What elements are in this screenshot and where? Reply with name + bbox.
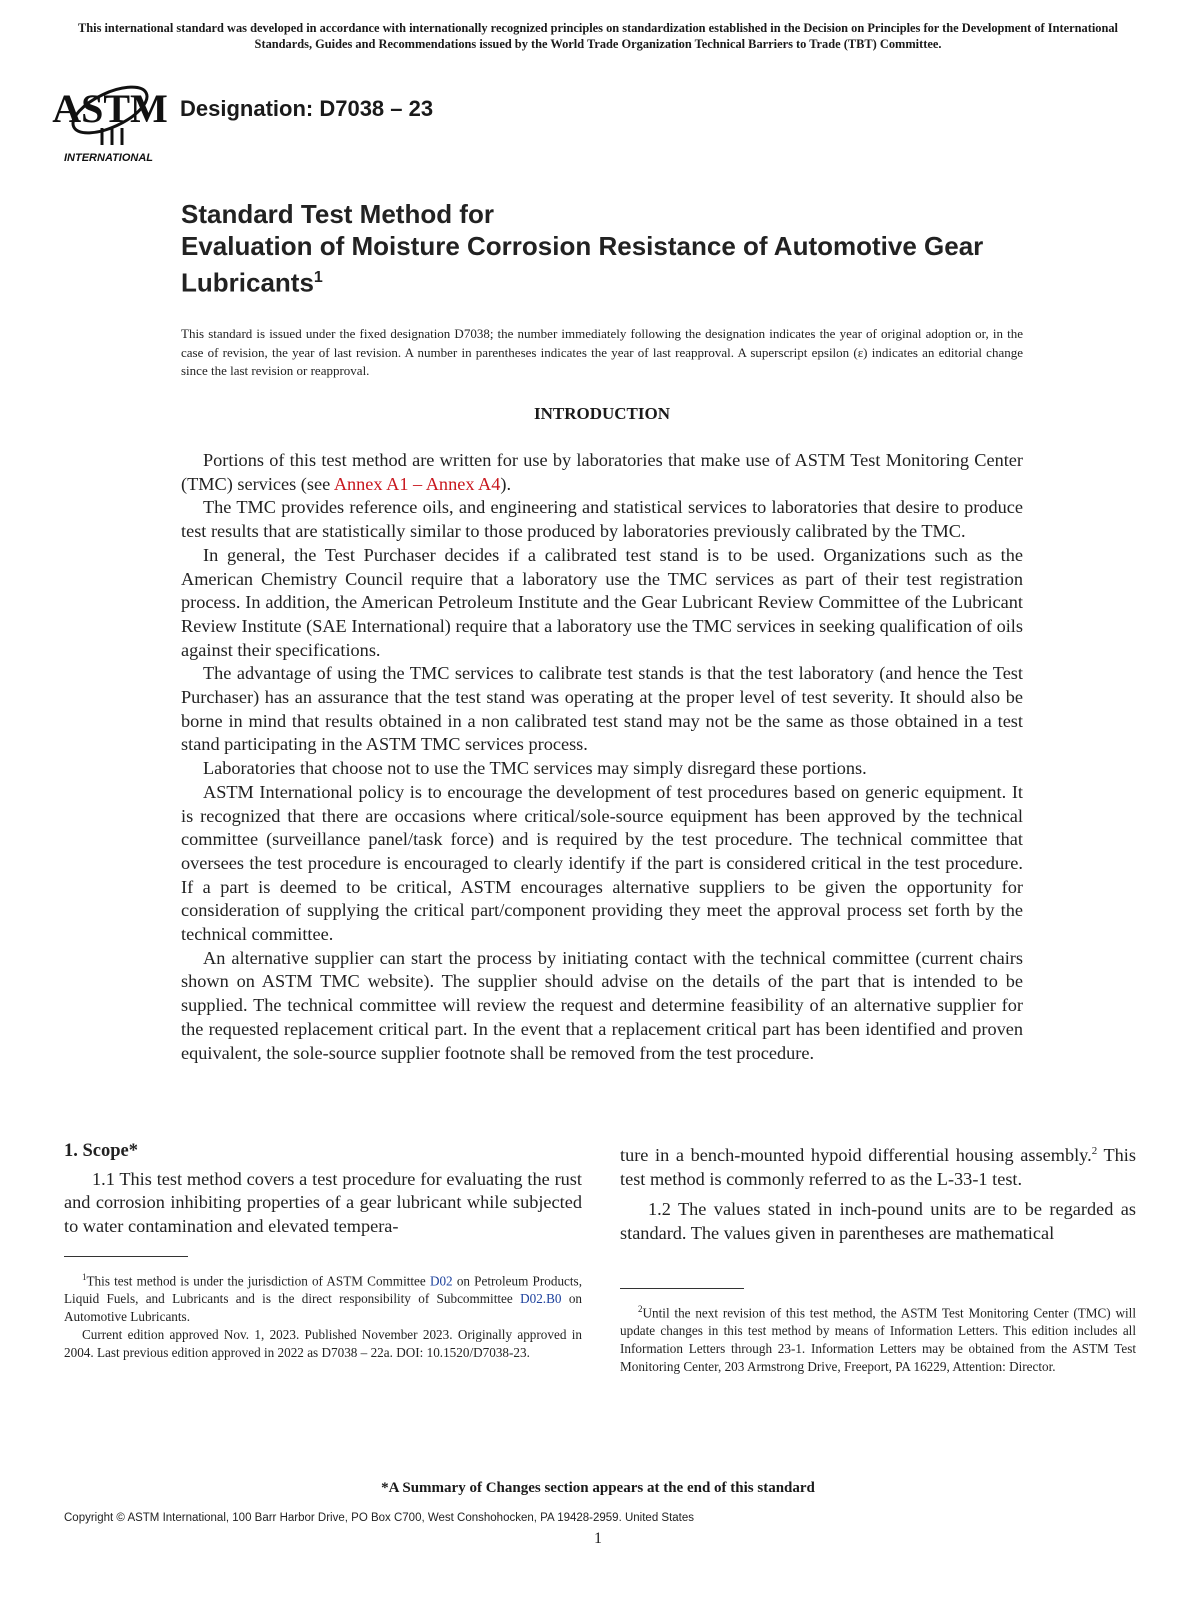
issued-note: This standard is issued under the fixed designation D7038; the number immediately following the designation indicates the year of original adoption or, in the case of revision, the year of last revision. A number in parentheses indicates the year of last reapproval. A superscript epsilon (ε) indicates an editorial change since the last revision or reapproval. <box>181 326 1023 378</box>
intro-paragraph: The TMC provides reference oils, and engineering and statistical services to laboratories that desire to produce test results that are statistically similar to those produced by laboratories previously calibrated by the TMC. <box>181 497 1023 542</box>
logo-letters: ASTM <box>52 86 168 131</box>
page-number: 1 <box>594 1530 602 1547</box>
intro-paragraph: An alternative supplier can start the process by initiating contact with the technical committee (current chairs shown on ASTM TMC website). The supplier should advise on the details of the part that is intended to be supplied. The technical committee will review the request and determine feasibility of an alternative supplier for the requested replacement critical part. In the event that a replacement critical part has been identified and proven equivalent, the sole-source supplier footnote shall be removed from the test procedure. <box>181 947 1023 1063</box>
wto-notice: This international standard was developed in accordance with internationally recognized principles on standardization established in the Decision on Principles for the Development of International Standards, Guides and Recommendations issued by the World Trade Organization Technical Barriers to Trade (TBT) Committee. <box>77 21 1119 51</box>
section-1-2: 1.2 The values stated in inch-pound units are to be regarded as standard. The values given in parentheses are mathematical <box>620 1199 1136 1243</box>
intro-paragraph: The advantage of using the TMC services to calibrate test stands is that the test laboratory (and hence the Test Purchaser) has an assurance that the test stand was operating at the proper level of test severity. It should also be borne in mind that results obtained in a non calibrated test stand may not be the same as those obtained in a test stand participating in the ASTM TMC services process. <box>181 663 1023 755</box>
designation: Designation: D7038 – 23 <box>180 96 434 121</box>
left-column <box>64 1140 582 1238</box>
intro-paragraph: In general, the Test Purchaser decides if a calibrated test stand is to be used. Organizations such as the American Chemistry Council require that a laboratory use the TMC services as part of their test registration process. In addition, the American Petroleum Institute and the Gear Lubricant Review Committee of the Lubricant Review Institute (SAE International) require that a laboratory use the TMC services in seeking qualification of oils against their specifications. <box>181 544 1023 660</box>
introduction-heading: INTRODUCTION <box>533 404 671 423</box>
intro-paragraph: ASTM International policy is to encourage the development of test procedures based on generic equipment. It is recognized that there are occasions where critical/sole-source equipment has been approved by the technical committee (surveillance panel/task force) and is required by the test procedure. The technical committee that oversees the test procedure is encouraged to clearly identify if the part is considered critical in the test procedure. If a part is deemed to be critical, ASTM encourages alternative suppliers to be given the opportunity for consideration of supplying the critical part/component providing they meet the approval process set forth by the technical committee. <box>181 781 1023 945</box>
footnote-1: $^1$This test method is under the jurisdiction of ASTM Committee D02 on Petroleum Products, Liquid Fuels, and Lubricants and is the direct responsibility of Subcommittee D02.B0 on Automotive Lubricants. Current edition approved Nov. 1, 2023. Published November 2023. Originally approved in 2004. Last previous edition approved in 2022 as D7038 – 22a. DOI: 10.1520/D7038-23. <box>64 1272 583 1361</box>
intro-paragraph: Laboratories that choose not to use the TMC services may simply disregard these portions. <box>203 758 867 779</box>
logo-word: INTERNATIONAL <box>64 152 154 164</box>
subcommittee-d02b0-link[interactable]: D02.B0 <box>520 1291 562 1307</box>
document-title <box>181 198 1081 299</box>
section-1-1: 1.1 This test method covers a test procedure for evaluating the rust and corrosion inhibiting properties of a gear lubricant while subjected to water contamination and elevated tempera- <box>64 1168 582 1236</box>
right-column <box>620 1140 1136 1245</box>
scope-heading: 1. Scope* <box>64 1141 138 1161</box>
copyright-line: Copyright © ASTM International, 100 Barr Harbor Drive, PO Box C700, West Conshohocken, PA 19428-2959. United States <box>64 1512 695 1524</box>
footnote-divider-left <box>64 1256 188 1257</box>
footnote-1-edition: Current edition approved Nov. 1, 2023. Published November 2023. Originally approved in 2004. Last previous edition approved in 2022 as D7038 – 22a. DOI: 10.1520/D7038-23. <box>64 1327 582 1361</box>
footnote-divider-right <box>620 1288 744 1289</box>
annex-link[interactable]: Annex A1 – Annex A4 <box>333 473 501 494</box>
summary-of-changes-note: *A Summary of Changes section appears at the end of this standard <box>381 1480 815 1496</box>
intro-paragraph: Portions of this test method are written for use by laboratories that make use of ASTM Test Monitoring Center (TMC) services (see Annex A1 – Annex A4). <box>181 450 1023 494</box>
title-footnote-mark: 1 <box>313 269 323 286</box>
title-line-1: Standard Test Method for <box>181 199 494 229</box>
footnote-2: $^2$Until the next revision of this test method, the ASTM Test Monitoring Center (TMC) will update changes in this test method by means of Information Letters. This edition includes all Information Letters through 23-1. Information Letters may be obtained from the ASTM Test Monitoring Center, 203 Armstrong Drive, Freeport, PA 16229, Attention: Director. <box>620 1304 1136 1375</box>
introduction-body <box>181 449 1023 1065</box>
title-line-2: Evaluation of Moisture Corrosion Resistance of Automotive Gear Lubricants <box>181 231 984 298</box>
astm-logo <box>52 70 168 166</box>
section-1-1-continued: ture in a bench-mounted hypoid differential housing assembly.$^2$ This test method is commonly referred to as the L-33-1 test. <box>620 1145 1136 1189</box>
committee-d02-link[interactable]: D02 <box>429 1273 453 1289</box>
